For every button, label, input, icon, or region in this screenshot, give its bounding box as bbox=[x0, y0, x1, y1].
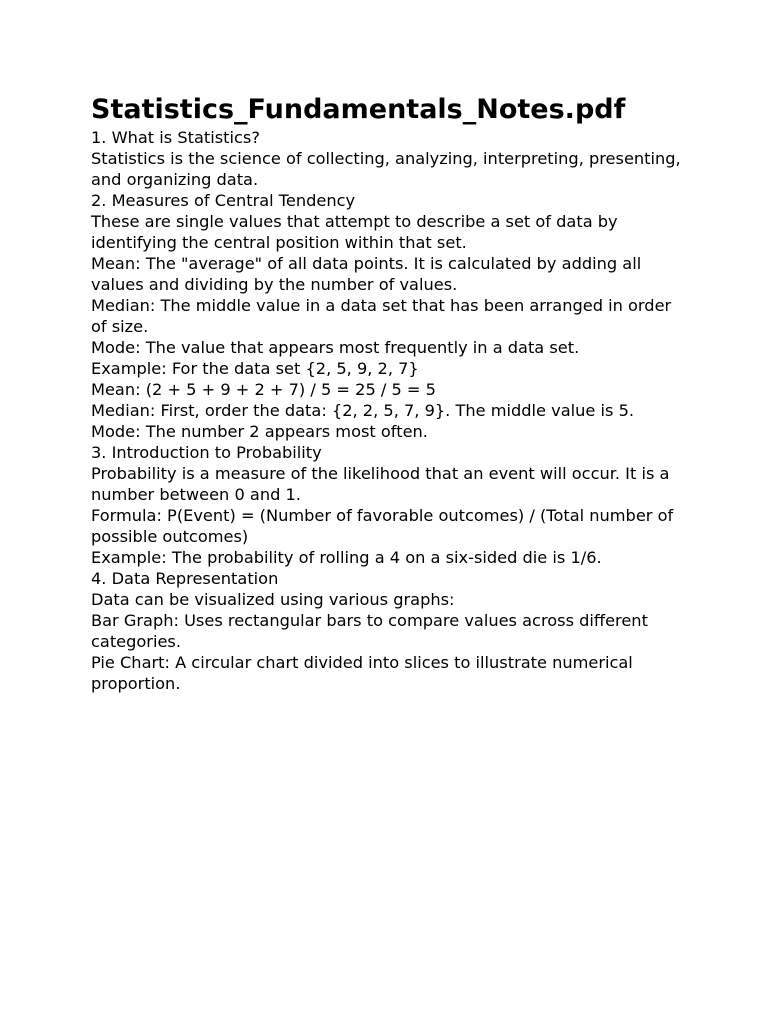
definition-median: Median: The middle value in a data set that has been arranged in order of size. bbox=[91, 296, 672, 336]
definition-bar-graph: Bar Graph: Uses rectangular bars to compare values across different categories. bbox=[91, 611, 648, 651]
example-median: Median: First, order the data: {2, 2, 5, 7, 9}. The middle value is 5. bbox=[91, 401, 635, 420]
section-heading: 2. Measures of Central Tendency bbox=[91, 191, 356, 210]
paragraph: Statistics is the science of collecting, analyzing, interpreting, presenting, and organizing data. bbox=[91, 149, 681, 189]
paragraph: These are single values that attempt to describe a set of data by identifying the central position within that set. bbox=[91, 212, 618, 252]
paragraph: Probability is a measure of the likelihood that an event will occur. It is a number between 0 and 1. bbox=[91, 464, 670, 504]
document-page bbox=[91, 93, 691, 694]
paragraph: Data can be visualized using various graphs: bbox=[91, 590, 455, 609]
document-body bbox=[91, 127, 691, 694]
section-heading: 1. What is Statistics? bbox=[91, 128, 260, 147]
formula-line: Formula: P(Event) = (Number of favorable outcomes) / (Total number of possible outcomes) bbox=[91, 506, 674, 546]
example-mean: Mean: (2 + 5 + 9 + 2 + 7) / 5 = 25 / 5 = 5 bbox=[91, 380, 436, 399]
example-line: Example: For the data set {2, 5, 9, 2, 7} bbox=[91, 359, 419, 378]
example-line: Example: The probability of rolling a 4 on a six-sided die is 1/6. bbox=[91, 548, 602, 567]
example-mode: Mode: The number 2 appears most often. bbox=[91, 422, 428, 441]
definition-mean: Mean: The "average" of all data points. It is calculated by adding all values and dividing by the number of values. bbox=[91, 254, 642, 294]
section-heading: 3. Introduction to Probability bbox=[91, 443, 322, 462]
section-heading: 4. Data Representation bbox=[91, 569, 279, 588]
definition-pie-chart: Pie Chart: A circular chart divided into slices to illustrate numerical proportion. bbox=[91, 653, 633, 693]
definition-mode: Mode: The value that appears most frequently in a data set. bbox=[91, 338, 580, 357]
document-title: Statistics_Fundamentals_Notes.pdf bbox=[91, 94, 626, 125]
